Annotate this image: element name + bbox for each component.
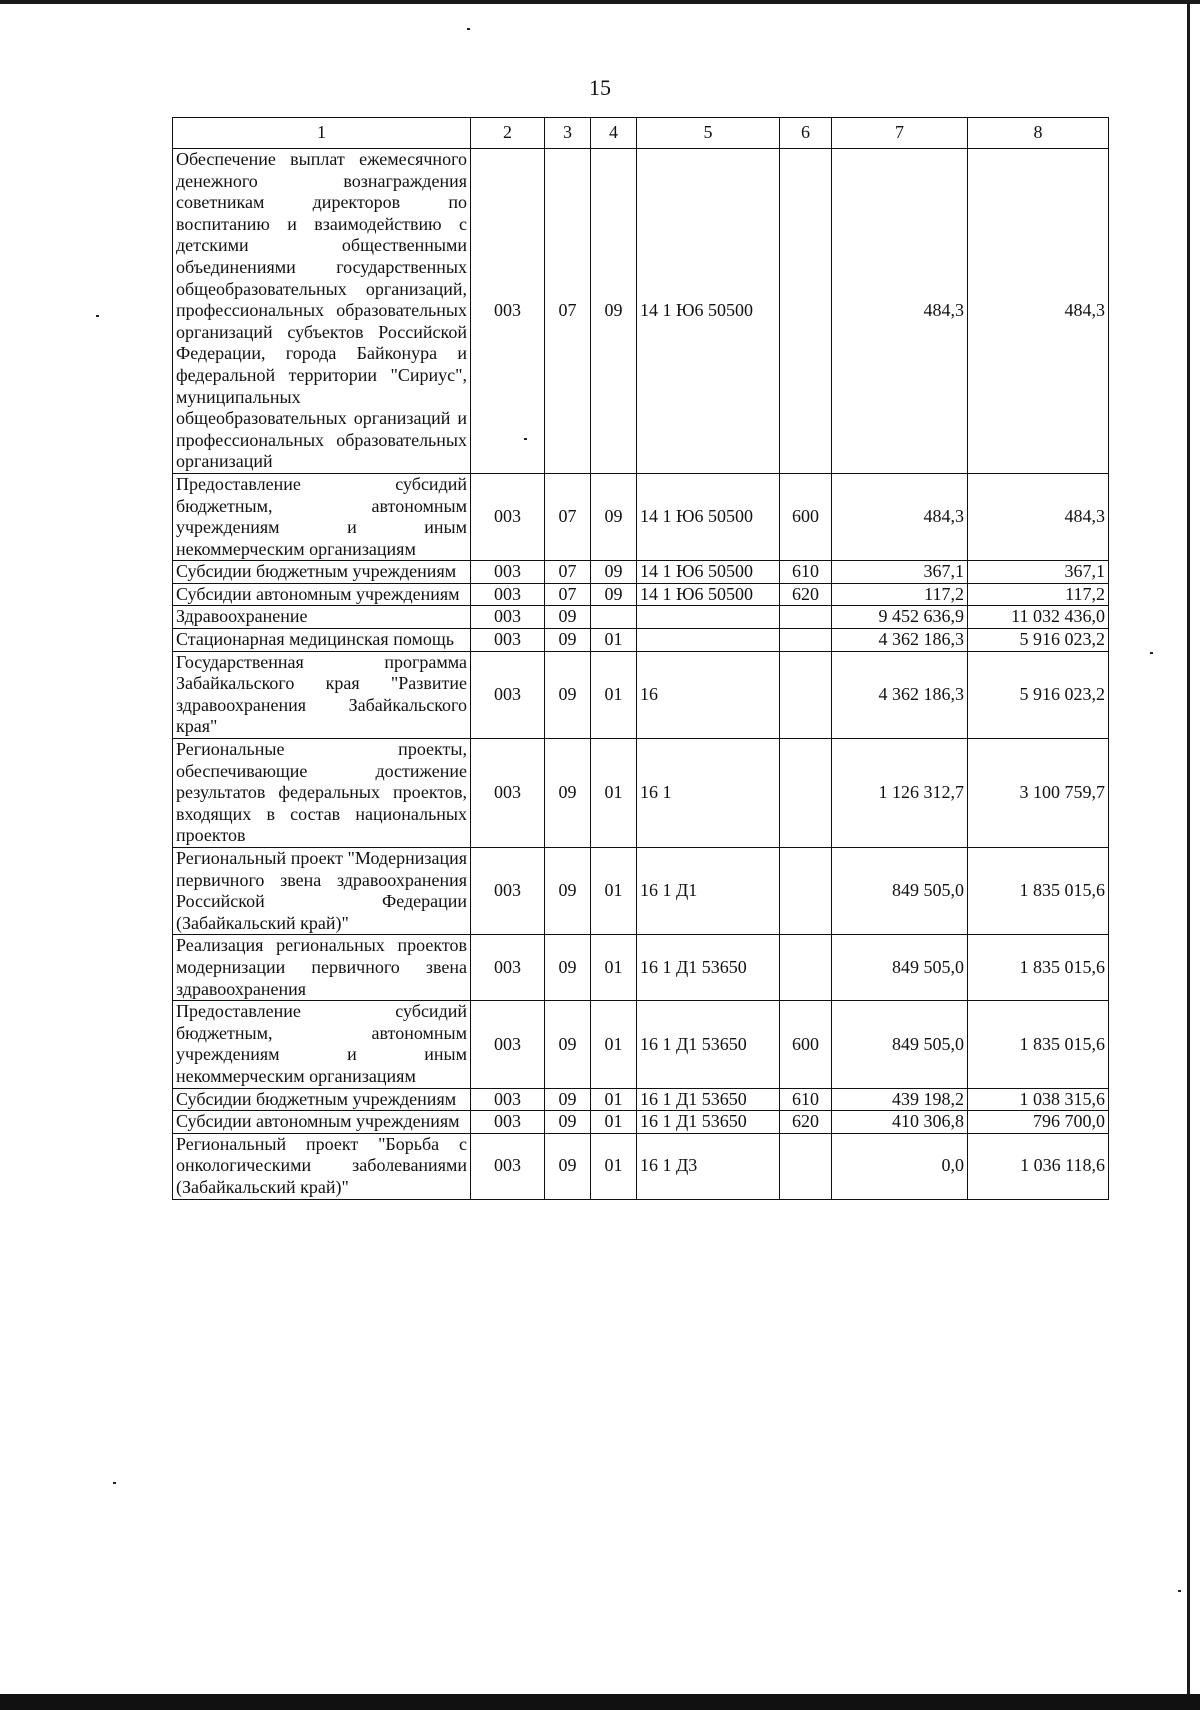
row-name: Обеспечение выплат ежемесячного денежного вознаграждения советникам директоров по воспитанию и взаимодействию с детскими общественными объединениями государственных общеобразовательных организаций, профессиональных образовательных организаций субъектов Российской Федерации, города Байконура и федеральной территории "Сириус", муниципальных общеобразовательных организаций и профессиональных образовательных организаций bbox=[173, 149, 471, 474]
amount-col8: 1 835 015,6 bbox=[968, 935, 1109, 1001]
subsection-code: 01 bbox=[591, 935, 637, 1001]
expense-type-code: 600 bbox=[780, 473, 832, 560]
table-row bbox=[173, 935, 1109, 1001]
subsection-code: 09 bbox=[591, 149, 637, 474]
amount-col7: 4 362 186,3 bbox=[832, 651, 968, 738]
row-name: Реализация региональных проектов модернизации первичного звена здравоохранения bbox=[173, 935, 471, 1001]
ministry-code: 003 bbox=[471, 651, 545, 738]
target-article-code: 16 1 bbox=[637, 739, 780, 848]
target-article-code: 16 1 Д1 53650 bbox=[637, 1088, 780, 1111]
target-article-code bbox=[637, 606, 780, 629]
ministry-code: 003 bbox=[471, 583, 545, 606]
ministry-code: 003 bbox=[471, 1001, 545, 1088]
ministry-code: 003 bbox=[471, 1088, 545, 1111]
target-article-code: 14 1 Ю6 50500 bbox=[637, 561, 780, 584]
scan-bottom-edge bbox=[0, 1694, 1200, 1710]
amount-col7: 849 505,0 bbox=[832, 935, 968, 1001]
row-name: Региональный проект "Модернизация первичного звена здравоохранения Российской Федерации (Забайкальский край)" bbox=[173, 848, 471, 935]
table-row bbox=[173, 739, 1109, 848]
amount-col7: 410 306,8 bbox=[832, 1111, 968, 1134]
row-name: Стационарная медицинская помощь bbox=[173, 629, 471, 652]
subsection-code: 01 bbox=[591, 1088, 637, 1111]
table-row bbox=[173, 1088, 1109, 1111]
expense-type-code bbox=[780, 629, 832, 652]
subsection-code: 01 bbox=[591, 739, 637, 848]
scan-top-edge bbox=[0, 0, 1200, 4]
section-code: 07 bbox=[545, 561, 591, 584]
section-code: 07 bbox=[545, 583, 591, 606]
column-header-2: 2 bbox=[471, 118, 545, 149]
amount-col8: 1 036 118,6 bbox=[968, 1133, 1109, 1199]
column-header-3: 3 bbox=[545, 118, 591, 149]
ministry-code: 003 bbox=[471, 848, 545, 935]
amount-col7: 4 362 186,3 bbox=[832, 629, 968, 652]
section-code: 09 bbox=[545, 1111, 591, 1134]
amount-col8: 5 916 023,2 bbox=[968, 651, 1109, 738]
ministry-code: 003 bbox=[471, 1133, 545, 1199]
target-article-code: 14 1 Ю6 50500 bbox=[637, 149, 780, 474]
subsection-code: 01 bbox=[591, 629, 637, 652]
expense-type-code bbox=[780, 606, 832, 629]
row-name: Субсидии бюджетным учреждениям bbox=[173, 1088, 471, 1111]
expense-type-code bbox=[780, 739, 832, 848]
expense-type-code bbox=[780, 149, 832, 474]
expense-type-code: 610 bbox=[780, 1088, 832, 1111]
amount-col8: 11 032 436,0 bbox=[968, 606, 1109, 629]
target-article-code: 16 1 Д1 53650 bbox=[637, 1001, 780, 1088]
table-row bbox=[173, 848, 1109, 935]
amount-col7: 849 505,0 bbox=[832, 1001, 968, 1088]
column-header-7: 7 bbox=[832, 118, 968, 149]
ministry-code: 003 bbox=[471, 606, 545, 629]
expense-type-code bbox=[780, 935, 832, 1001]
subsection-code: 01 bbox=[591, 1133, 637, 1199]
ministry-code: 003 bbox=[471, 1111, 545, 1134]
amount-col8: 3 100 759,7 bbox=[968, 739, 1109, 848]
ministry-code: 003 bbox=[471, 149, 545, 474]
scan-speck bbox=[1150, 652, 1153, 654]
ministry-code: 003 bbox=[471, 473, 545, 560]
table-row bbox=[173, 1111, 1109, 1134]
table-row bbox=[173, 1001, 1109, 1088]
page-number: 15 bbox=[589, 75, 611, 100]
section-code: 09 bbox=[545, 935, 591, 1001]
ministry-code: 003 bbox=[471, 935, 545, 1001]
amount-col7: 367,1 bbox=[832, 561, 968, 584]
section-code: 09 bbox=[545, 848, 591, 935]
table-row bbox=[173, 629, 1109, 652]
column-header-1: 1 bbox=[173, 118, 471, 149]
target-article-code: 14 1 Ю6 50500 bbox=[637, 583, 780, 606]
amount-col8: 1 835 015,6 bbox=[968, 1001, 1109, 1088]
amount-col8: 117,2 bbox=[968, 583, 1109, 606]
amount-col8: 484,3 bbox=[968, 149, 1109, 474]
ministry-code: 003 bbox=[471, 629, 545, 652]
table-row bbox=[173, 1133, 1109, 1199]
subsection-code: 09 bbox=[591, 561, 637, 584]
row-name: Здравоохранение bbox=[173, 606, 471, 629]
expense-type-code: 600 bbox=[780, 1001, 832, 1088]
section-code: 09 bbox=[545, 1001, 591, 1088]
expense-type-code bbox=[780, 651, 832, 738]
section-code: 09 bbox=[545, 606, 591, 629]
column-header-4: 4 bbox=[591, 118, 637, 149]
ministry-code: 003 bbox=[471, 561, 545, 584]
amount-col8: 1 835 015,6 bbox=[968, 848, 1109, 935]
section-code: 09 bbox=[545, 629, 591, 652]
section-code: 07 bbox=[545, 149, 591, 474]
amount-col7: 484,3 bbox=[832, 473, 968, 560]
scan-right-edge bbox=[1187, 0, 1190, 1694]
subsection-code: 09 bbox=[591, 473, 637, 560]
amount-col7: 117,2 bbox=[832, 583, 968, 606]
subsection-code: 01 bbox=[591, 848, 637, 935]
budget-table bbox=[172, 117, 1109, 1200]
section-code: 07 bbox=[545, 473, 591, 560]
amount-col7: 484,3 bbox=[832, 149, 968, 474]
row-name: Региональные проекты, обеспечивающие достижение результатов федеральных проектов, входящих в состав национальных проектов bbox=[173, 739, 471, 848]
target-article-code: 16 1 Д1 bbox=[637, 848, 780, 935]
amount-col7: 849 505,0 bbox=[832, 848, 968, 935]
scan-speck bbox=[113, 1482, 116, 1484]
amount-col7: 0,0 bbox=[832, 1133, 968, 1199]
expense-type-code bbox=[780, 848, 832, 935]
target-article-code: 16 1 Д1 53650 bbox=[637, 935, 780, 1001]
expense-type-code: 620 bbox=[780, 1111, 832, 1134]
subsection-code: 01 bbox=[591, 1111, 637, 1134]
row-name: Государственная программа Забайкальского края "Развитие здравоохранения Забайкальского края" bbox=[173, 651, 471, 738]
header-row bbox=[173, 118, 1109, 149]
row-name: Региональный проект "Борьба с онкологическими заболеваниями (Забайкальский край)" bbox=[173, 1133, 471, 1199]
table-row bbox=[173, 606, 1109, 629]
table-row bbox=[173, 651, 1109, 738]
amount-col8: 5 916 023,2 bbox=[968, 629, 1109, 652]
expense-type-code: 620 bbox=[780, 583, 832, 606]
section-code: 09 bbox=[545, 651, 591, 738]
row-name: Предоставление субсидий бюджетным, автономным учреждениям и иным некоммерческим организациям bbox=[173, 1001, 471, 1088]
scan-speck bbox=[96, 315, 99, 317]
subsection-code: 09 bbox=[591, 583, 637, 606]
row-name: Предоставление субсидий бюджетным, автономным учреждениям и иным некоммерческим организациям bbox=[173, 473, 471, 560]
section-code: 09 bbox=[545, 1133, 591, 1199]
target-article-code: 16 1 Д1 53650 bbox=[637, 1111, 780, 1134]
table-row bbox=[173, 473, 1109, 560]
amount-col8: 1 038 315,6 bbox=[968, 1088, 1109, 1111]
amount-col7: 1 126 312,7 bbox=[832, 739, 968, 848]
amount-col7: 439 198,2 bbox=[832, 1088, 968, 1111]
expense-type-code bbox=[780, 1133, 832, 1199]
target-article-code: 14 1 Ю6 50500 bbox=[637, 473, 780, 560]
row-name: Субсидии автономным учреждениям bbox=[173, 583, 471, 606]
target-article-code bbox=[637, 629, 780, 652]
subsection-code: 01 bbox=[591, 1001, 637, 1088]
scan-speck bbox=[467, 28, 470, 30]
section-code: 09 bbox=[545, 739, 591, 848]
column-header-5: 5 bbox=[637, 118, 780, 149]
expense-type-code: 610 bbox=[780, 561, 832, 584]
column-header-8: 8 bbox=[968, 118, 1109, 149]
subsection-code bbox=[591, 606, 637, 629]
scan-speck bbox=[1178, 1590, 1181, 1592]
subsection-code: 01 bbox=[591, 651, 637, 738]
target-article-code: 16 1 Д3 bbox=[637, 1133, 780, 1199]
table-row bbox=[173, 149, 1109, 474]
amount-col8: 484,3 bbox=[968, 473, 1109, 560]
row-name: Субсидии автономным учреждениям bbox=[173, 1111, 471, 1134]
table-row bbox=[173, 561, 1109, 584]
column-header-6: 6 bbox=[780, 118, 832, 149]
target-article-code: 16 bbox=[637, 651, 780, 738]
row-name: Субсидии бюджетным учреждениям bbox=[173, 561, 471, 584]
amount-col8: 367,1 bbox=[968, 561, 1109, 584]
table-row bbox=[173, 583, 1109, 606]
amount-col7: 9 452 636,9 bbox=[832, 606, 968, 629]
section-code: 09 bbox=[545, 1088, 591, 1111]
amount-col8: 796 700,0 bbox=[968, 1111, 1109, 1134]
ministry-code: 003 bbox=[471, 739, 545, 848]
